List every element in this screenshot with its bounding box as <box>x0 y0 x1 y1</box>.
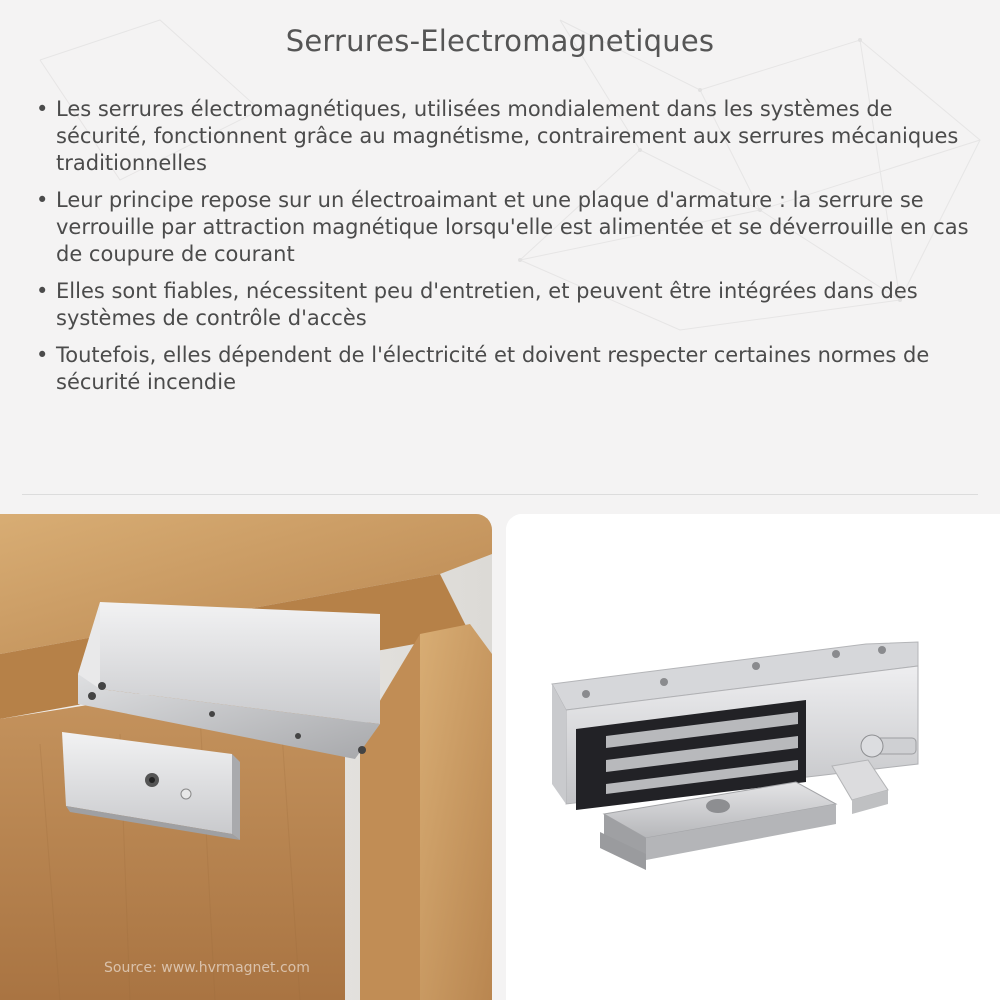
bullet-item <box>36 342 980 396</box>
page-title: Serrures-Electromagnetiques <box>285 24 715 58</box>
bullet-list <box>36 96 980 406</box>
lock-product-photo <box>506 514 1000 1000</box>
magnetic-lock-illustration <box>506 514 1000 1000</box>
bullet-marker: • <box>36 279 49 303</box>
bullet-text: Elles sont fiables, nécessitent peu d'entretien, et peuvent être intégrées dans des systèmes de contrôle d'accès <box>56 279 918 330</box>
bullet-text: Les serrures électromagnétiques, utilisées mondialement dans les systèmes de sécurité, fonctionnent grâce au magnétisme, contrairement aux serrures mécaniques traditionnelles <box>56 97 959 175</box>
bullet-item <box>36 96 980 177</box>
bullet-text: Leur principe repose sur un électroaimant et une plaque d'armature : la serrure se verrouille par attraction magnétique lorsqu'elle est alimentée et se déverrouille en cas de coupure de courant <box>56 188 969 266</box>
bullet-text: Toutefois, elles dépendent de l'électricité et doivent respecter certaines normes de sécurité incendie <box>56 343 930 394</box>
image-source-credit: Source: www.hvrmagnet.com <box>104 960 310 976</box>
bullet-marker: • <box>36 97 49 121</box>
bullet-marker: • <box>36 188 49 212</box>
bullet-item <box>36 278 980 332</box>
bullet-marker: • <box>36 343 49 367</box>
door-lock-illustration <box>0 514 492 1000</box>
door-lock-photo <box>0 514 492 1000</box>
section-divider <box>22 494 978 495</box>
bullet-item <box>36 187 980 268</box>
